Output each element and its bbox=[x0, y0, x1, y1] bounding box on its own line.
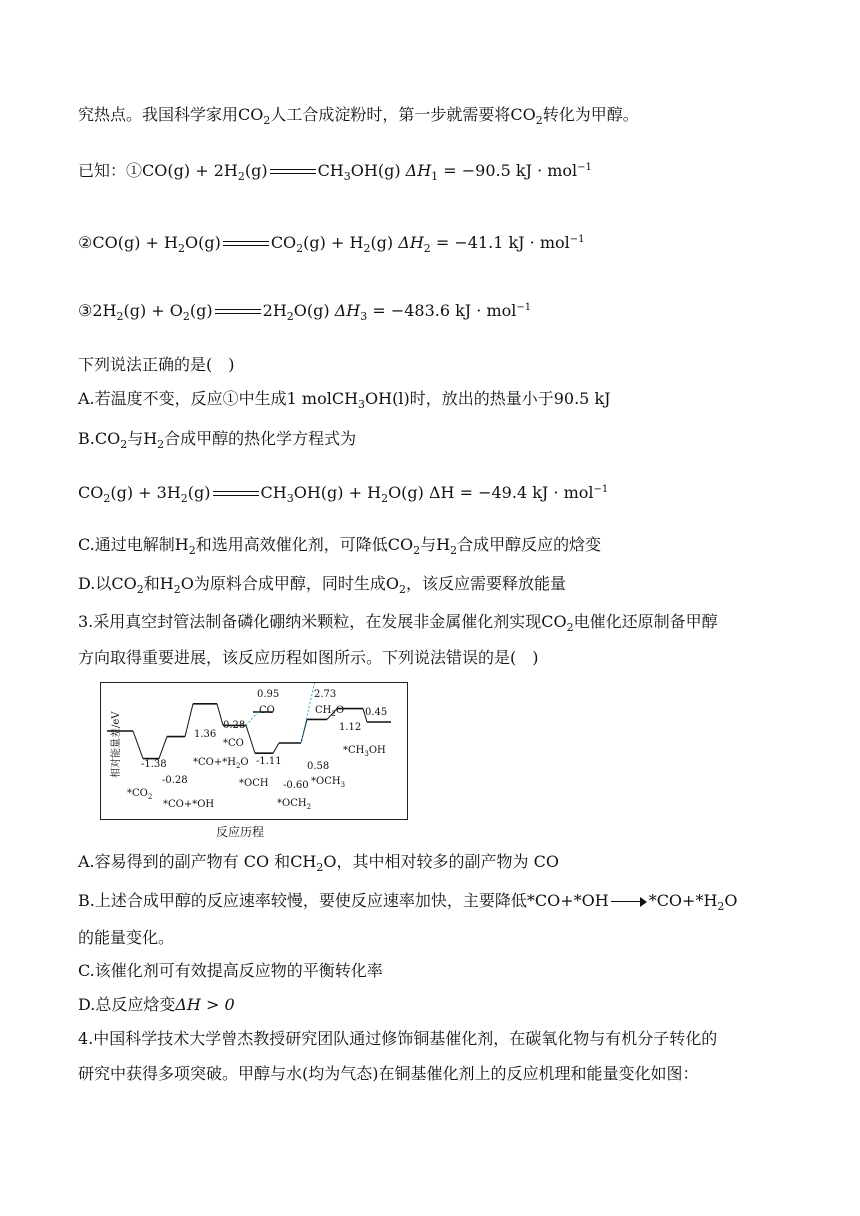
dashed-branch-co bbox=[246, 712, 258, 725]
q3-stem-1: 3.采用真空封管法制备磷化硼纳米颗粒，在发展非金属催化剂实现$CO_2$电催化还原制备甲醇 bbox=[78, 612, 718, 634]
option-text: 与 bbox=[420, 535, 437, 554]
species-label: CO bbox=[259, 705, 275, 716]
option-text: 90.5 kJ bbox=[553, 389, 611, 408]
reaction-1: 已知：①CO(g) + $2H_2(g)$ $CH_3OH(g) \Delta H_1 = -90.5$ kJ · mol$^{-1}$ bbox=[78, 161, 592, 183]
option-text: *CO+*H bbox=[648, 891, 718, 910]
species-label: *CO+*OH bbox=[163, 799, 215, 810]
reaction-rhs: (g) bbox=[370, 233, 394, 252]
reaction-rhs: (g) + H bbox=[303, 233, 364, 252]
q2-option-c: C.通过电解制$H_2$和选用高效催化剂，可降低$CO_2$与$H_2$合成甲醇反应的焓变 bbox=[78, 535, 602, 557]
option-text: O bbox=[323, 852, 337, 871]
intro-line: 究热点。我国科学家用$CO_2$人工合成淀粉时，第一步就需要将$CO_2$转化为甲醇。 bbox=[78, 105, 639, 127]
reaction-3: $③2H_2(g) + O_2(g)$ $2H_2O(g) \Delta H_3 = -483.6$ kJ · mol$^{-1}$ bbox=[78, 301, 532, 323]
energy-profile-svg bbox=[101, 683, 406, 818]
value-label: -1.11 bbox=[256, 756, 282, 767]
equation-lhs: (g) bbox=[187, 483, 211, 502]
delta-h: ΔH bbox=[405, 161, 432, 180]
unit-exponent: −1 bbox=[577, 162, 592, 173]
q2-option-b-equation: $CO_2(g) + 3H_2(g) CH_3OH(g) + H_2O(g) \Delta H = -49.4$ kJ · mol$^{-1}$ bbox=[78, 483, 609, 505]
q3-stem-2: 方向取得重要进展，该反应历程如图所示。下列说法错误的是( ) bbox=[78, 648, 539, 667]
reaction-rhs: CO bbox=[270, 233, 297, 252]
species-label: $*CO_2$ bbox=[127, 788, 153, 801]
reaction-mark: ① bbox=[126, 161, 143, 180]
q4-line-2: 研究中获得多项突破。甲醇与水(均为气态)在铜基催化剂上的反应机理和能量变化如图： bbox=[78, 1064, 699, 1083]
option-text: CO bbox=[111, 574, 137, 593]
option-text: CO bbox=[387, 535, 414, 554]
reaction-lhs: (g) bbox=[189, 301, 213, 320]
delta-h-value: = −483.6 kJ · mol bbox=[367, 301, 517, 320]
connector-6 bbox=[273, 743, 279, 753]
reaction-mark: ② bbox=[78, 233, 93, 252]
value-label: 1.36 bbox=[194, 729, 217, 740]
option-text: O bbox=[180, 574, 194, 593]
option-text: H bbox=[159, 574, 174, 593]
stem-text: 3.采用真空封管法制备磷化硼纳米颗粒，在发展非金属催化剂实现 bbox=[78, 612, 542, 631]
q3-option-b: B.上述合成甲醇的反应速率较慢，要使反应速率加快，主要降低*CO+*OH $*CO+*H_2O$ bbox=[78, 891, 738, 913]
value-label: -0.60 bbox=[283, 780, 309, 791]
unit-exponent: −1 bbox=[516, 302, 532, 313]
q2-option-b: $B.CO_2$与$H_2$合成甲醇的热化学方程式为 bbox=[78, 429, 357, 451]
option-text: B. bbox=[78, 429, 95, 448]
stem-text: 电催化还原制备甲醇 bbox=[573, 612, 718, 631]
value-label: 2.73 bbox=[314, 689, 337, 700]
value-label: 1.12 bbox=[339, 722, 362, 733]
reaction-arrow bbox=[611, 897, 647, 907]
equation-rhs: CH bbox=[260, 483, 287, 502]
delta-h-value: ΔH = −49.4 kJ · mol bbox=[429, 483, 594, 502]
equals-sign bbox=[270, 167, 316, 177]
option-text: D.总反应焓变 bbox=[78, 995, 176, 1014]
option-text: H bbox=[174, 535, 189, 554]
intro-text-2: 人工合成淀粉时，第一步就需要将 bbox=[270, 105, 511, 124]
option-text: CH bbox=[290, 852, 317, 871]
q3-option-d bbox=[78, 994, 235, 1016]
intro-text-3: 转化为甲醇。 bbox=[542, 105, 639, 124]
stem-text: CO bbox=[541, 612, 567, 631]
equation-lhs: (g) + 3H bbox=[110, 483, 181, 502]
option-text: 合成甲醇的热化学方程式为 bbox=[164, 429, 357, 448]
reaction-rhs: 2H bbox=[262, 301, 287, 320]
chart-xlabel: 反应历程 bbox=[216, 825, 265, 839]
q3-option-a: A.容易得到的副产物有 CO 和$CH_2O$，其中相对较多的副产物为 CO bbox=[78, 852, 559, 874]
chart-ylabel: 相对能量差/eV bbox=[111, 711, 122, 778]
option-text: A.容易得到的副产物有 CO 和 bbox=[78, 852, 291, 871]
species-label: *OCH bbox=[239, 778, 269, 789]
reaction-rhs: CH bbox=[317, 161, 344, 180]
delta-h-sub: 2 bbox=[423, 242, 431, 255]
option-text: B.上述合成甲醇的反应速率较慢，要使反应速率加快，主要降低*CO+*OH bbox=[78, 891, 609, 910]
equation-lhs: CO bbox=[78, 483, 104, 502]
option-text: O bbox=[724, 891, 738, 910]
co2-formula: CO bbox=[510, 105, 536, 124]
known-label: 已知： bbox=[78, 161, 127, 180]
species-label: $CH_2O$ bbox=[315, 705, 345, 718]
delta-h: ΔH bbox=[398, 233, 424, 252]
unit-exponent: −1 bbox=[569, 234, 585, 245]
delta-h-value: = −41.1 kJ · mol bbox=[430, 233, 570, 252]
connector-2 bbox=[159, 737, 167, 759]
q2-stem: 下列说法正确的是( ) bbox=[78, 355, 235, 374]
option-text: H bbox=[436, 535, 451, 554]
equation-rhs: O(g) bbox=[388, 483, 424, 502]
reaction-2: ②CO(g) + $H_2O(g) CO_2(g) + H_2(g) \Delta H_2 = -41.1$ kJ · mol$^{-1}$ bbox=[78, 233, 585, 255]
reaction-mark: ③ bbox=[78, 301, 93, 320]
species-label: $*OCH_3$ bbox=[311, 776, 346, 789]
option-text: 为原料合成甲醇，同时生成 bbox=[193, 574, 386, 593]
delta-h-value: = −90.5 kJ · mol bbox=[438, 161, 578, 180]
equals-sign bbox=[223, 239, 269, 249]
option-text: 时，放出的热量小于 bbox=[409, 389, 554, 408]
reaction-lhs: 2H bbox=[92, 301, 117, 320]
reaction-rhs: O(g) bbox=[293, 301, 330, 320]
option-text: ，其中相对较多的副产物为 CO bbox=[336, 852, 559, 871]
option-text: CO bbox=[94, 429, 121, 448]
option-text: 和选用高效催化剂，可降低 bbox=[195, 535, 388, 554]
option-text: A.若温度不变，反应①中生成 bbox=[78, 389, 287, 408]
value-label: -0.28 bbox=[162, 775, 188, 786]
connector-5 bbox=[246, 725, 255, 753]
species-label: $*OCH_2$ bbox=[277, 798, 312, 811]
value-label: 0.95 bbox=[257, 689, 280, 700]
intro-text-1: 究热点。我国科学家用 bbox=[78, 105, 239, 124]
species-label: $*CO+*H_2O$ bbox=[193, 757, 249, 770]
species-label: $*CH_3OH$ bbox=[343, 745, 386, 758]
option-text: O bbox=[385, 574, 399, 593]
option-text: ΔH > 0 bbox=[175, 995, 235, 1014]
species-label: *CO bbox=[223, 738, 244, 749]
option-text: C.通过电解制 bbox=[78, 535, 175, 554]
equals-sign bbox=[215, 307, 261, 317]
value-label: 0.45 bbox=[365, 707, 388, 718]
option-text: 1 molCH bbox=[286, 389, 359, 408]
connector-3 bbox=[185, 704, 193, 737]
q3-option-b-cont: 的能量变化。 bbox=[78, 928, 175, 947]
equals-sign bbox=[213, 489, 259, 499]
energy-profile-chart bbox=[100, 682, 408, 820]
q2-option-d: D.以$CO_2$和$H_2O$为原料合成甲醇，同时生成$O_2$，该反应需要释放能量 bbox=[78, 574, 566, 596]
option-text: H bbox=[143, 429, 158, 448]
reaction-lhs: O(g) bbox=[184, 233, 221, 252]
option-text: D.以 bbox=[78, 574, 112, 593]
option-text: 与 bbox=[127, 429, 144, 448]
q2-option-a: A.若温度不变，反应①中生成1 molCH$_3$OH(l)时，放出的热量小于90.5 kJ bbox=[78, 389, 611, 411]
reaction-lhs: (g) + O bbox=[123, 301, 183, 320]
delta-h: ΔH bbox=[334, 301, 361, 320]
reaction-lhs: CO(g) + 2H bbox=[142, 161, 238, 180]
q4-line-1: 4.中国科学技术大学曾杰教授研究团队通过修饰铜基催化剂，在碳氧化物与有机分子转化的 bbox=[78, 1029, 718, 1048]
connector-1 bbox=[133, 731, 143, 759]
reaction-lhs: (g) bbox=[244, 161, 268, 180]
delta-h-sub: 1 bbox=[431, 170, 439, 183]
option-text: OH(l) bbox=[365, 389, 410, 408]
delta-h-sub: 3 bbox=[360, 310, 368, 323]
value-label: 0.28 bbox=[223, 720, 246, 731]
reaction-lhs: CO(g) + H bbox=[92, 233, 178, 252]
co2-formula: CO bbox=[238, 105, 264, 124]
option-text: 和 bbox=[143, 574, 160, 593]
equation-rhs: OH(g) + H bbox=[293, 483, 382, 502]
value-label: 0.58 bbox=[307, 761, 330, 772]
value-label: -1.38 bbox=[141, 759, 167, 770]
reaction-rhs: OH(g) bbox=[350, 161, 401, 180]
q3-option-c: C.该催化剂可有效提高反应物的平衡转化率 bbox=[78, 961, 383, 980]
option-text: ，该反应需要释放能量 bbox=[405, 574, 566, 593]
option-text: 合成甲醇反应的焓变 bbox=[457, 535, 602, 554]
